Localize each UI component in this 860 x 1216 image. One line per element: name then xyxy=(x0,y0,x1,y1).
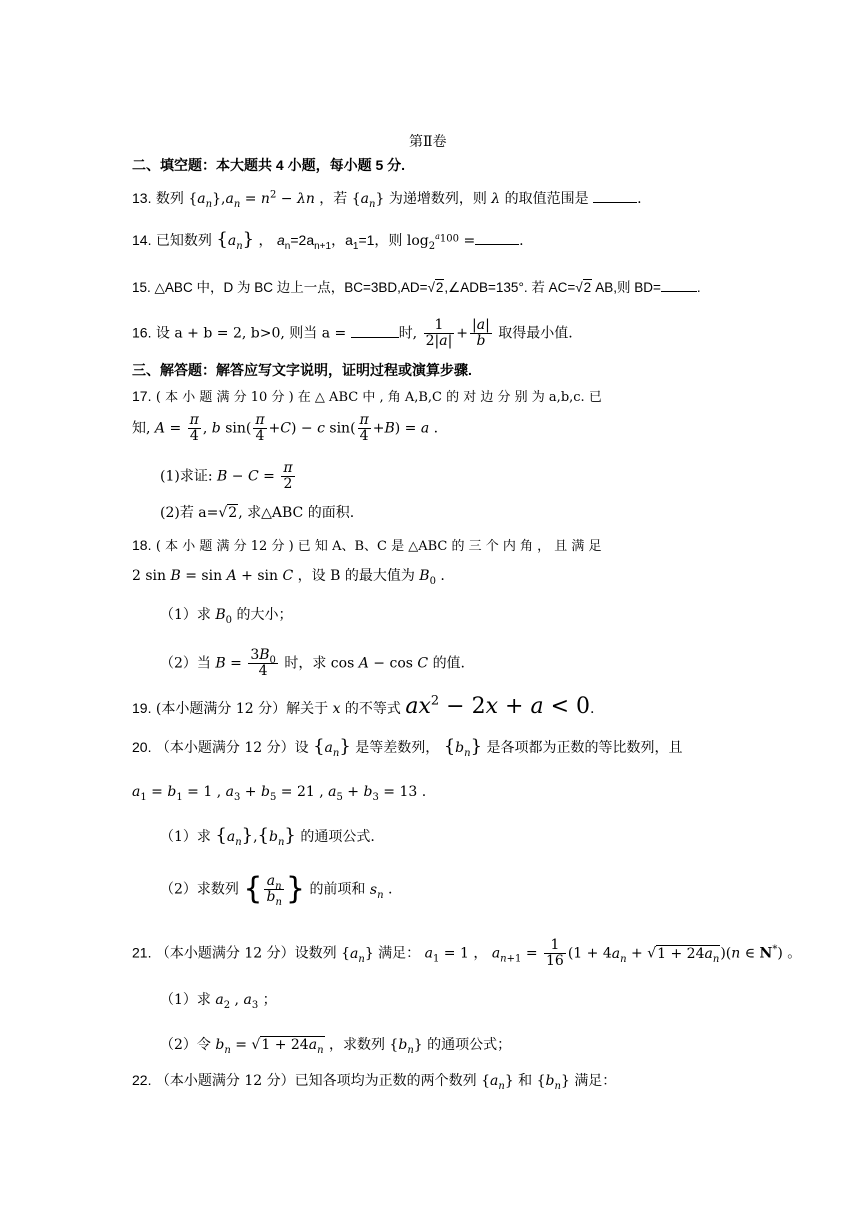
q16-text-b: 时, xyxy=(398,325,418,342)
q21-part2-b: ，求数列 xyxy=(328,1037,385,1053)
q21-number: 21. xyxy=(132,944,152,961)
q13-answer-blank xyxy=(593,202,637,203)
q14-a1-sub: 1 xyxy=(352,240,359,252)
q18-part2-a: （2）当 xyxy=(160,655,211,672)
q20-part1-b: 的通项公式. xyxy=(300,829,375,845)
q20-text-b: 是等差数列， xyxy=(355,740,440,756)
q21-text-b: 满足： xyxy=(378,945,421,962)
q16-text-a: 设 a + b = 2, b>0, 则当 a = xyxy=(155,325,347,342)
q14-cond: =1，则 xyxy=(358,232,403,248)
q21-part2-a: （2）令 xyxy=(160,1037,211,1053)
q13-text-d: 的取值范围是 xyxy=(504,191,589,207)
q22-text-c: 满足： xyxy=(574,1073,617,1089)
q21-text-d: 。 xyxy=(787,945,802,962)
q19-text-a: (本小题满分 12 分）解关于 xyxy=(155,701,329,717)
question-19: 19. (本小题满分 12 分）解关于 x 的不等式 $ax^2 - 2x + a < 0$. xyxy=(132,693,595,719)
q17-intro-text: ( 本 小 题 满 分 10 分 ) 在 △ ABC 中 , 角 A,B,C 的 对 边 分 别 为 a,b,c. 已 xyxy=(155,390,602,405)
q17-number: 17. xyxy=(132,388,152,404)
q15-text-a: △ABC 中，D 为 BC 边上一点，BC=3BD,AD= xyxy=(154,280,428,295)
question-21-part2: （2）令 $b_n = √1 + 24a_n$ ，求数列 $\{b_n\}$ 的通项公式； xyxy=(160,1037,512,1056)
q13-text-a: 数列 xyxy=(155,191,184,207)
q22-number: 22. xyxy=(132,1072,152,1088)
q21-intro-text: （本小题满分 12 分）设数列 xyxy=(155,945,337,962)
q16-number: 16. xyxy=(132,324,152,341)
question-15: 15. △ABC 中，D 为 BC 边上一点，BC=3BD,AD=√2,∠ADB=135°. 若 AC=√2 AB,则 BD= . xyxy=(132,280,701,295)
question-18-condition: 2 sin B = sin A + sin C ，设 B 的最大值为 $B_0$ . xyxy=(132,568,445,587)
q20-part2-a: （2）求数列 xyxy=(160,881,239,898)
question-14: 14. 已知数列 $\{a_n\}$ ， $a_n=2a_{n+1}$，$a_1=1$，则 $\log_2^{a_{100}}$ = . xyxy=(132,229,524,252)
q14-a1: ，a xyxy=(331,232,353,248)
q15-answer-blank xyxy=(661,291,697,292)
q14-answer-blank xyxy=(475,244,519,245)
question-20-intro: 20. （本小题满分 12 分）设 $\{a_n\}$ 是等差数列， $\{b_n\}$ 是各项都为正数的等比数列，且 xyxy=(132,736,683,759)
q14-number: 14. xyxy=(132,232,152,248)
q15-text-c: AB,则 BD= xyxy=(595,280,661,295)
question-22: 22. （本小题满分 12 分）已知各项均为正数的两个数列 $\{a_n\}$ 和 $\{b_n\}$ 满足： xyxy=(132,1072,617,1092)
question-20-part1: （1）求 $\{a_n\},\{b_n\}$ 的通项公式. xyxy=(160,825,375,848)
q18-number: 18. xyxy=(132,537,152,553)
q20-part2-b: 的前项和 xyxy=(309,881,366,898)
q14-period: . xyxy=(519,233,524,249)
q18-part2-c: 的值. xyxy=(432,655,466,672)
question-21-intro: 21. （本小题满分 12 分）设数列 $\{a_n\}$ 满足： $a_1 = 1$ ， $a_{n+1}$ = $\frac{1}{16}$ $(1 + 4a_n + √1 + 24a_n)(n$ ∈ N*) 。 xyxy=(132,937,802,969)
q19-text-b: 的不等式 xyxy=(344,701,401,717)
q20-part1-a: （1）求 xyxy=(160,829,211,845)
question-18-part2: （2）当 B = $\frac{3B_0}{4}$ 时，求 cos A − cos C 的值. xyxy=(160,647,466,679)
volume-title: 第Ⅱ卷 xyxy=(409,134,447,150)
question-20-part2: （2）求数列 { $\frac{a_n}{b_n}$ } 的前项和 $s_n$ . xyxy=(160,871,393,908)
q16-answer-blank xyxy=(351,337,399,338)
q15-period: . xyxy=(696,280,701,295)
question-17-part2: (2)若 a=√2, 求△ABC 的面积. xyxy=(160,505,355,521)
question-18-intro xyxy=(132,535,602,557)
q18-part1-b: 的大小； xyxy=(236,607,293,623)
q14-text-b: ， xyxy=(258,233,273,249)
q20-part2-c: . xyxy=(387,881,393,898)
q15-number: 15. xyxy=(132,280,151,295)
q18-part2-b: 时，求 xyxy=(284,655,327,672)
section-fill-blank-heading: 二、填空题：本大题共 4 小题，每小题 5 分. xyxy=(132,157,406,173)
question-17-part1: (1)求证: B − C = $\frac{\pi}{2}$ xyxy=(160,460,293,492)
question-17-given: 知, A = $\frac{\pi}{4}$ , b sin( $\frac{\pi}{4}$ +C) − c sin( $\frac{\pi}{4}$ +B) = a . xyxy=(132,412,439,444)
q14-an-sub: n xyxy=(284,240,291,252)
q14-eq: =2a xyxy=(290,232,315,248)
q14-equals: = xyxy=(463,233,476,249)
q22-text-a: （本小题满分 12 分）已知各项均为正数的两个数列 xyxy=(155,1073,477,1089)
q13-text-c: 为递增数列，则 xyxy=(388,191,487,207)
q13-period: . xyxy=(637,191,642,207)
question-21-part1: （1）求 $a_2$ , $a_3$ ； xyxy=(160,992,277,1011)
q17-part1-label: (1)求证: xyxy=(160,468,213,485)
q13-text-b: ，若 xyxy=(319,191,348,207)
q20-intro-text: （本小题满分 12 分）设 xyxy=(155,740,309,756)
q19-number: 19. xyxy=(132,700,152,716)
q18-condition-text: ，设 B 的最大值为 xyxy=(297,568,415,584)
q16-text-c: 取得最小值. xyxy=(498,325,573,342)
q15-text-b: ,∠ADB=135°. 若 AC= xyxy=(444,280,576,295)
question-20-condition: $a_1 = b_1 = 1$ , $a_3 + b_5 = 21$ , $a_5 + b_3 = 13$ . xyxy=(132,784,427,803)
q17-part2-b: , 求△ABC 的面积. xyxy=(238,505,355,521)
q20-text-c: 是各项都为正数的等比数列，且 xyxy=(486,740,683,756)
q13-number: 13. xyxy=(132,190,152,206)
question-16: 16. 设 a + b = 2, b>0, 则当 a = 时, $\frac{1}{2|a|}$ + $\frac{|a|}{b}$ 取得最小值. xyxy=(132,317,573,349)
question-17-intro xyxy=(132,386,602,408)
q14-text-a: 已知数列 xyxy=(155,233,212,249)
q21-part1-a: （1）求 xyxy=(160,992,211,1008)
question-18-part1: （1）求 $B_0$ 的大小； xyxy=(160,607,293,626)
q22-text-b: 和 xyxy=(518,1073,533,1089)
q18-intro-text: ( 本 小 题 满 分 12 分 ) 已 知 A、B、C 是 △ABC 的 三 个 内 角 ， 且 满 足 xyxy=(155,539,602,554)
section-solution-heading: 三、解答题：解答应写文字说明，证明过程或演算步骤. xyxy=(132,362,472,378)
question-13: 13. 数列 $\{a_n\},a_n = n^2 - \lambda n$ ，若 $\{a_n\}$ 为递增数列，则 λ 的取值范围是 . xyxy=(132,189,642,210)
q17-given-label: 知, xyxy=(132,420,151,437)
q17-part2-a: (2)若 a= xyxy=(160,505,219,521)
q20-number: 20. xyxy=(132,739,152,755)
q21-part2-c: 的通项公式； xyxy=(427,1037,512,1053)
q18-part1-a: （1）求 xyxy=(160,607,211,623)
q21-text-c: ， xyxy=(473,945,488,962)
q14-an: a xyxy=(277,232,285,248)
q14-sub2: n+1 xyxy=(314,240,332,252)
